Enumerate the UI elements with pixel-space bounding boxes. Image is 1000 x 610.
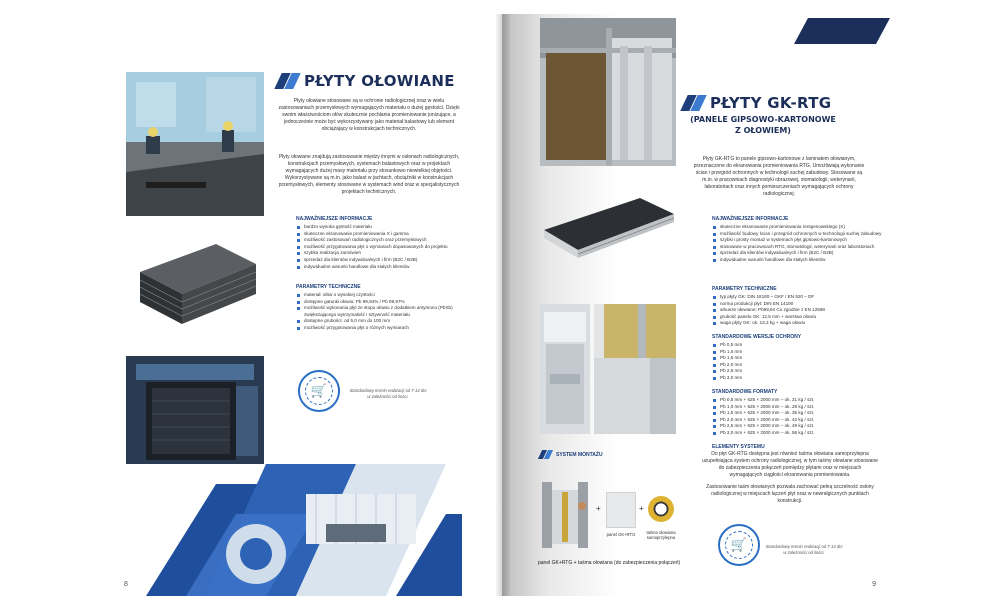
page-number: 8 — [124, 581, 128, 588]
list-item: indywidualne warunki handlowe dla stałych klientów — [712, 257, 882, 264]
list-item: bardzo wysoka gęstość materiału — [296, 224, 466, 231]
intro-paragraph-1: Płyty ołowiane stosowane są w ochronie radiologicznej oraz w wielu zastosowaniach przemysłowych wymagających materiału o dużej gęstości. Dzięki swoim właściwościom ołów skutecznie pochłania promieniowanie jonizujące, a jednocześnie może być wykorzystywany jako materiał balastowy lub element obciążający w konstrukcjach technicznych. — [278, 98, 460, 132]
delivery-badge — [298, 370, 340, 412]
versions-list — [712, 342, 812, 382]
list-item: Pb 0,5 mm + 625 × 2000 mm – ok. 21 kg / szt. — [712, 397, 882, 404]
intro-paragraph-2: Płyty ołowiane znajdują zastosowanie między innymi w osłonach radiologicznych, konstrukcjach przemysłowych, systemach balastowych oraz w projektach wymagających dużej masy materiału przy stosunkowo niewielkiej objętości. Wykorzystywane są m.in. jako balast w jachtach, obciążniki w konstrukcjach przemysłowych, elementy stosowane w systemach wind oraz w specjalistycznych projektach technicznych. — [278, 154, 460, 195]
mount-frame-illustration — [538, 472, 594, 552]
left-page — [110, 14, 502, 596]
list-item: dostępne gatunki ołowiu: Pb 99,94% / Pb 99,97% — [296, 299, 466, 306]
tech-heading: PARAMETRY TECHNICZNE — [296, 284, 361, 290]
workers-photo — [126, 72, 264, 216]
mount-heading-label: SYSTEM MONTAŻU — [556, 451, 603, 458]
list-item: Pb 2,5 mm + 625 × 2000 mm – ok. 49 kg / szt. — [712, 423, 882, 430]
right-title-row — [680, 94, 831, 112]
plus-sign: + — [596, 504, 601, 513]
industrial-photo — [126, 356, 264, 464]
tech-heading: PARAMETRY TECHNICZNE — [712, 286, 777, 292]
list-item: typ płyty GK: DIN 18180 – GKF / EN 520 – DF — [712, 294, 882, 301]
key-info-heading: NAJWAŻNIEJSZE INFORMACJE — [296, 216, 373, 222]
list-item: waga płyty GK: ok. 13,3 kg + waga ołowiu — [712, 320, 882, 327]
delivery-note: Standardowy termin realizacji od 7-14 dni w zależności od ilości. — [765, 544, 843, 555]
list-item: arkusze ołowiane: Pb99,94 Cu zgodnie z EN 12588 — [712, 307, 882, 314]
page-title: PŁYTY GK-RTG — [710, 94, 832, 112]
clinic-interior-photo — [540, 304, 590, 434]
list-item: możliwość budowy ścian i przegród ochronnych w technologii suchej zabudowy — [712, 231, 882, 238]
corner-decoration — [794, 18, 890, 44]
list-item: Pb 3,0 mm — [712, 375, 812, 382]
list-item: skuteczne ekranowanie promieniowania rentgenowskiego (X) — [712, 224, 882, 231]
brand-logo-icon — [680, 95, 704, 111]
intro-paragraph: Płyty GK-RTG to panele gipsowo-kartonowe z laminatem ołowianym, przeznaczone do ekranowania promieniowania RTG. Umożliwiają wykonanie ścian i przegród ochronnych w technologii suchej zabudowy. Stosowane są m.in. w pracowniach diagnostyki obrazowej, stomatologii, weterynarii, laboratoriach oraz innych pomieszczeniach wymagających ochrony radiologicznej. — [693, 156, 865, 197]
list-item: indywidualne warunki handlowe dla stałych klientów — [296, 264, 466, 271]
left-title-row — [274, 72, 455, 90]
insulation-wall-photo — [594, 304, 676, 434]
list-item: stosowane w pracowniach RTG, stomatologii, weterynarii oraz laboratoriach — [712, 244, 882, 251]
list-item: możliwość przygotowania płyt o wymiarach dopasowanych do projektu — [296, 244, 466, 251]
delivery-badge — [718, 524, 760, 566]
list-item: możliwość przygotowania płyt o różnych wymiarach — [296, 325, 466, 332]
medical-collage — [146, 454, 462, 596]
cart-icon: 🛒 — [310, 383, 328, 398]
tech-list — [296, 292, 466, 332]
list-item: Pb 1,0 mm — [712, 349, 812, 356]
lead-tape-thumb — [648, 496, 674, 522]
plus-sign: + — [639, 504, 644, 513]
list-item: skuteczne ekranowanie promieniowania X i gamma — [296, 231, 466, 238]
formats-list — [712, 397, 882, 437]
lead-plates-photo — [126, 232, 264, 340]
key-info-list — [712, 224, 882, 264]
formats-heading: STANDARDOWE FORMATY — [712, 389, 778, 395]
list-item: sprzedaż dla klientów indywidualnych i firm (B2C / B2B) — [712, 250, 882, 257]
page-subtitle: (PANELE GIPSOWO-KARTONOWE Z OŁOWIEM) — [690, 115, 836, 135]
gk-panel-thumb — [606, 492, 636, 528]
list-item: norma produkcji płyt: DIN EN 14190 — [712, 301, 882, 308]
list-item: dostępne grubości: od 5,0 mm do 100 mm — [296, 318, 466, 325]
delivery-note: Standardowy termin realizacji od 7-14 dni w zależności od ilości. — [349, 388, 427, 399]
list-item: Pb 0,5 mm — [712, 342, 812, 349]
versions-heading: STANDARDOWE WERSJE OCHRONY — [712, 334, 802, 340]
list-item: możliwość wykonania płyt ze stopu ołowiu z dodatkiem antymonu (PbSb) zwiększającego wytrzymałość i sztywność materiału — [296, 305, 466, 318]
system-text-2: Zastosowanie taśm ołowianych pozwala zachować pełną szczelność osłony radiologicznej w miejscach łączeń płyt oraz w newralgicznych punktach konstrukcji. — [706, 484, 874, 504]
key-info-heading: NAJWAŻNIEJSZE INFORMACJE — [712, 216, 789, 222]
list-item: szybki i prosty montaż w systemach płyt gipsowo-kartonowych — [712, 237, 882, 244]
mount-caption: panel GK+RTG + taśma ołowiana (do zabezpieczenia połączeń) — [538, 560, 681, 566]
list-item: sprzedaż dla klientów indywidualnych i firm (B2C / B2B) — [296, 257, 466, 264]
brand-logo-icon — [274, 73, 298, 89]
page-number: 9 — [872, 581, 876, 588]
book-spine — [496, 14, 510, 596]
system-heading: ELEMENTY SYSTEMU — [712, 444, 765, 450]
list-item: Pb 1,5 mm — [712, 355, 812, 362]
tech-list — [712, 294, 882, 327]
gk-panel-photo — [540, 184, 676, 284]
list-item: Pb 2,0 mm — [712, 362, 812, 369]
mount-heading — [538, 450, 603, 459]
cart-icon: 🛒 — [730, 537, 748, 552]
page-title: PŁYTY OŁOWIANE — [304, 72, 455, 90]
list-item: Pb 1,0 mm + 625 × 2000 mm – ok. 28 kg / szt. — [712, 404, 882, 411]
list-item: możliwość zastosowań radiologicznych oraz przemysłowych — [296, 237, 466, 244]
system-text-1: Do płyt GK-RTG dostępna jest również taśma ołowiana samoprzylepna uzupełniająca system ochrony radiologicznej, w tym taśmy ołowiane stosowane do zabezpieczenia połączeń pomiędzy płytami oraz w miejscach wymagających ciągłości ekranowania promieniowania. — [702, 451, 878, 478]
list-item: grubość panelu GK: 12,5 mm + warstwa ołowiu — [712, 314, 882, 321]
tape-label: taśma ołowiana samoprzylepna — [646, 530, 676, 540]
list-item: Pb 2,5 mm — [712, 368, 812, 375]
panel-label: panel GK+RTG — [606, 532, 636, 537]
right-page — [502, 14, 890, 596]
list-item: szybka realizacja zamówień — [296, 250, 466, 257]
wall-frame-photo — [540, 18, 676, 166]
list-item: Pb 1,5 mm + 625 × 2000 mm – ok. 35 kg / szt. — [712, 410, 882, 417]
list-item: Pb 2,0 mm + 625 × 2000 mm – ok. 42 kg / szt. — [712, 417, 882, 424]
key-info-list — [296, 224, 466, 270]
list-item: Pb 3,0 mm + 625 × 2000 mm – ok. 56 kg / szt. — [712, 430, 882, 437]
brand-logo-icon — [538, 450, 552, 459]
list-item: materiał: ołów o wysokiej czystości — [296, 292, 466, 299]
